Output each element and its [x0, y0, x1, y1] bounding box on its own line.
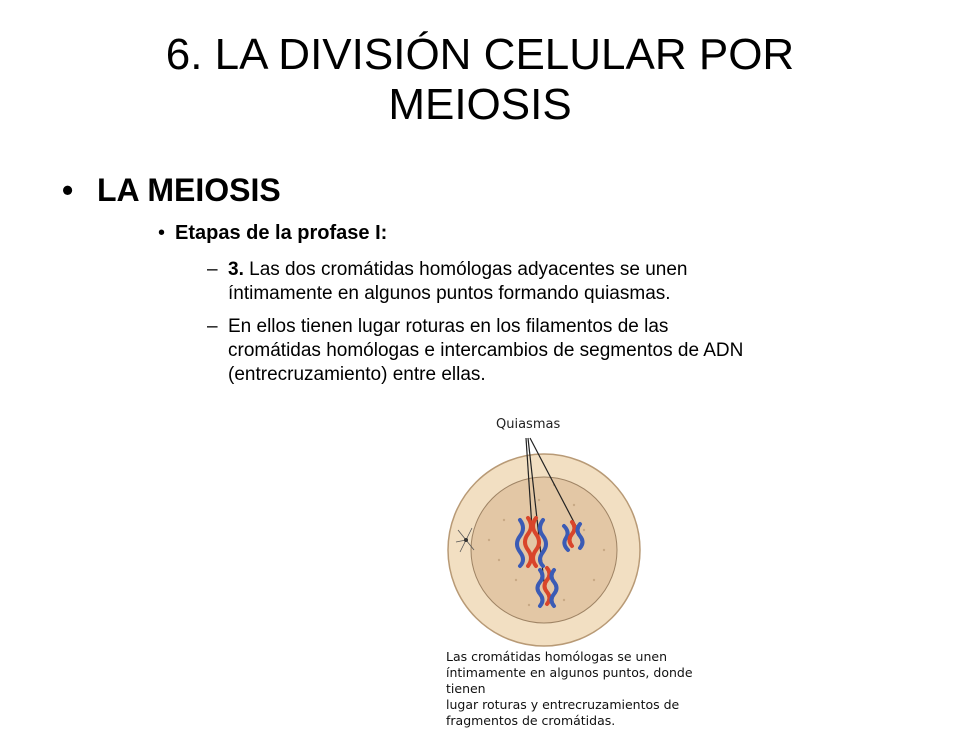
sub-item-2-text	[228, 315, 868, 387]
bullet-dot-small-icon: •	[158, 222, 166, 244]
bullet-2-text: Etapas de la profase I:	[175, 222, 388, 244]
sub-item-1-text	[228, 258, 868, 306]
figure-label-quiasmas: Quiasmas	[496, 417, 561, 432]
sub-item-1-line-1: Las dos cromátidas homólogas adyacentes se unen	[243, 259, 688, 280]
figure-caption	[446, 649, 716, 729]
caption-line-4: fragmentos de cromátidas.	[446, 713, 616, 728]
caption-line-1: Las cromátidas homólogas se unen	[446, 649, 668, 664]
sub-item-2-line-1: En ellos tienen lugar roturas en los filamentos de las	[228, 316, 669, 337]
sub-item-2-line-2: cromátidas homólogas e intercambios de segmentos de ADN	[228, 340, 744, 361]
bullet-level-2	[158, 222, 387, 245]
slide-title	[0, 30, 960, 130]
caption-line-2: íntimamente en algunos puntos, donde tienen	[446, 665, 693, 696]
title-line-1: 6. LA DIVISIÓN CELULAR POR	[165, 30, 795, 79]
dash-icon: –	[207, 316, 218, 337]
caption-line-3: lugar roturas y entrecruzamientos de	[446, 697, 680, 712]
bullet-dot-icon: •	[62, 172, 74, 208]
dash-icon: –	[207, 259, 218, 280]
centriole	[464, 538, 468, 542]
sub-item-2-line-3: (entrecruzamiento) entre ellas.	[228, 364, 486, 385]
sub-item-1-line-2: íntimamente en algunos puntos formando quiasmas.	[228, 283, 671, 304]
sub-item-1-number: 3.	[228, 259, 244, 280]
title-line-2: MEIOSIS	[388, 80, 572, 129]
bullet-1-text: LA MEIOSIS	[97, 172, 281, 208]
